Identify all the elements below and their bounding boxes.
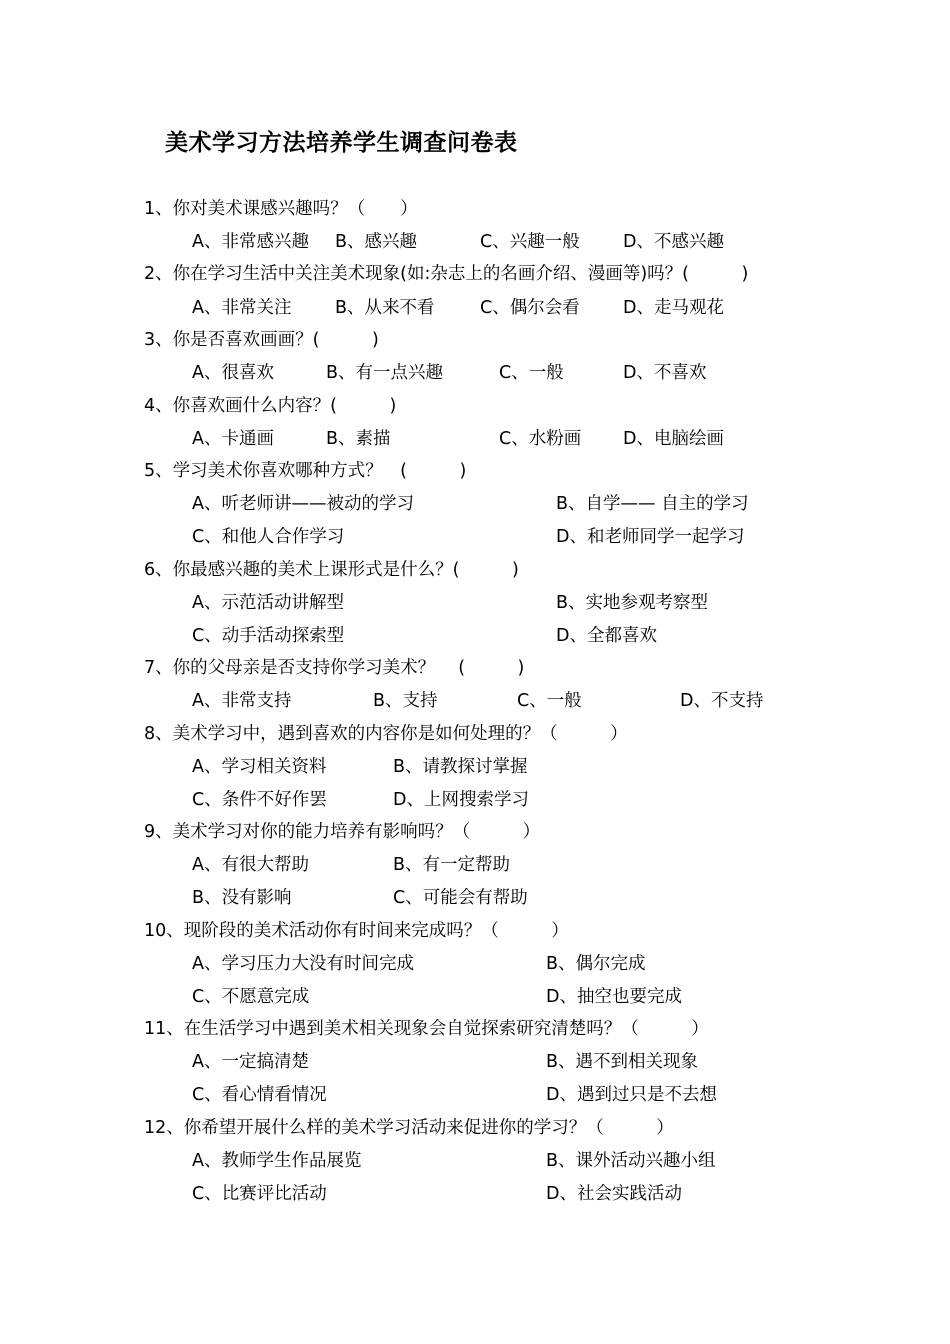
question-2-option-c: C、偶尔会看 — [480, 298, 580, 318]
question-12-option-d: D、社会实践活动 — [546, 1184, 682, 1204]
question-2-option-b: B、从来不看 — [335, 298, 435, 318]
question-4-option-c: C、水粉画 — [499, 429, 582, 449]
question-9-option-d: C、可能会有帮助 — [393, 888, 528, 908]
question-3-option-c: C、一般 — [499, 363, 564, 383]
question-1-option-d: D、不感兴趣 — [623, 232, 724, 252]
question-9-option-b: B、有一定帮助 — [393, 855, 511, 875]
question-10-option-d: D、抽空也要完成 — [546, 987, 682, 1007]
question-8-option-c: C、条件不好作罢 — [192, 790, 327, 810]
question-10: 10、现阶段的美术活动你有时间来完成吗？（ ） — [144, 921, 569, 941]
question-11-option-d: D、遇到过只是不去想 — [546, 1085, 717, 1105]
question-9: 9、美术学习对你的能力培养有影响吗？（ ） — [144, 822, 541, 842]
question-1-option-c: C、兴趣一般 — [480, 232, 580, 252]
question-4: 4、你喜欢画什么内容？( ) — [144, 396, 397, 416]
question-7-option-d: D、不支持 — [680, 691, 764, 711]
question-11-option-a: A、一定搞清楚 — [192, 1052, 309, 1072]
page-title: 美术学习方法培养学生调查问卷表 — [165, 130, 518, 156]
question-9-option-c: B、没有影响 — [192, 888, 292, 908]
question-3: 3、你是否喜欢画画？( ) — [144, 330, 379, 350]
question-7-option-a: A、非常支持 — [192, 691, 292, 711]
question-12-option-c: C、比赛评比活动 — [192, 1184, 327, 1204]
question-10-option-b: B、偶尔完成 — [546, 954, 646, 974]
question-6-option-b: B、实地参观考察型 — [556, 593, 709, 613]
question-10-option-a: A、学习压力大没有时间完成 — [192, 954, 414, 974]
question-8-option-d: D、上网搜索学习 — [393, 790, 529, 810]
question-1-option-b: B、感兴趣 — [335, 232, 418, 252]
question-3-option-d: D、不喜欢 — [623, 363, 707, 383]
question-6-option-d: D、全都喜欢 — [556, 626, 657, 646]
question-6-option-c: C、动手活动探索型 — [192, 626, 345, 646]
question-1: 1、你对美术课感兴趣吗？（ ） — [144, 199, 418, 219]
question-11: 11、在生活学习中遇到美术相关现象会自觉探索研究清楚吗？（ ） — [144, 1019, 709, 1039]
question-11-option-b: B、遇不到相关现象 — [546, 1052, 699, 1072]
question-3-option-a: A、很喜欢 — [192, 363, 274, 383]
question-6-option-a: A、示范活动讲解型 — [192, 593, 344, 613]
question-5-option-d: D、和老师同学一起学习 — [556, 527, 745, 547]
question-2: 2、你在学习生活中关注美术现象(如:杂志上的名画介绍、漫画等)吗？( ) — [144, 264, 749, 284]
question-5-option-c: C、和他人合作学习 — [192, 527, 345, 547]
question-5-option-a: A、听老师讲——被动的学习 — [192, 494, 414, 514]
question-7: 7、你的父母亲是否支持你学习美术？ ( ) — [144, 658, 525, 678]
question-2-option-a: A、非常关注 — [192, 298, 292, 318]
question-7-option-b: B、支持 — [373, 691, 438, 711]
question-9-option-a: A、有很大帮助 — [192, 855, 309, 875]
question-1-option-a: A、非常感兴趣 — [192, 232, 309, 252]
question-12: 12、你希望开展什么样的美术学习活动来促进你的学习？（ ） — [144, 1118, 674, 1138]
question-11-option-c: C、看心情看情况 — [192, 1085, 327, 1105]
question-5-option-b: B、自学—— 自主的学习 — [556, 494, 749, 514]
question-12-option-b: B、课外活动兴趣小组 — [546, 1151, 716, 1171]
question-8-option-b: B、请教探讨掌握 — [393, 757, 528, 777]
question-2-option-d: D、走马观花 — [623, 298, 724, 318]
question-4-option-d: D、电脑绘画 — [623, 429, 724, 449]
question-4-option-b: B、素描 — [326, 429, 391, 449]
question-7-option-c: C、一般 — [517, 691, 582, 711]
question-8-option-a: A、学习相关资料 — [192, 757, 327, 777]
question-4-option-a: A、卡通画 — [192, 429, 274, 449]
question-3-option-b: B、有一点兴趣 — [326, 363, 444, 383]
question-12-option-a: A、教师学生作品展览 — [192, 1151, 362, 1171]
question-8: 8、美术学习中，遇到喜欢的内容你是如何处理的？（ ） — [144, 724, 628, 744]
question-10-option-c: C、不愿意完成 — [192, 987, 310, 1007]
question-5: 5、学习美术你喜欢哪种方式？ ( ) — [144, 461, 467, 481]
question-6: 6、你最感兴趣的美术上课形式是什么？( ) — [144, 560, 519, 580]
